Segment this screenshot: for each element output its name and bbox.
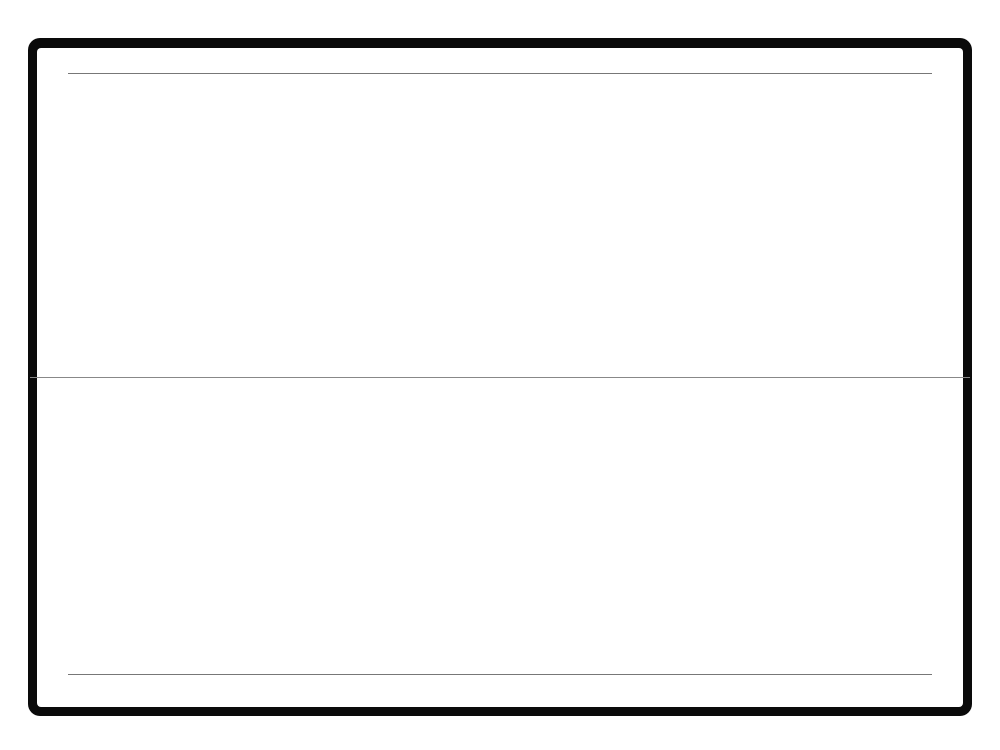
spine-gap [37, 358, 963, 398]
bottom-page [37, 398, 963, 707]
spine-line [30, 377, 970, 378]
footer-rule [68, 674, 932, 675]
top-page [37, 48, 963, 358]
top-rule [68, 73, 932, 74]
